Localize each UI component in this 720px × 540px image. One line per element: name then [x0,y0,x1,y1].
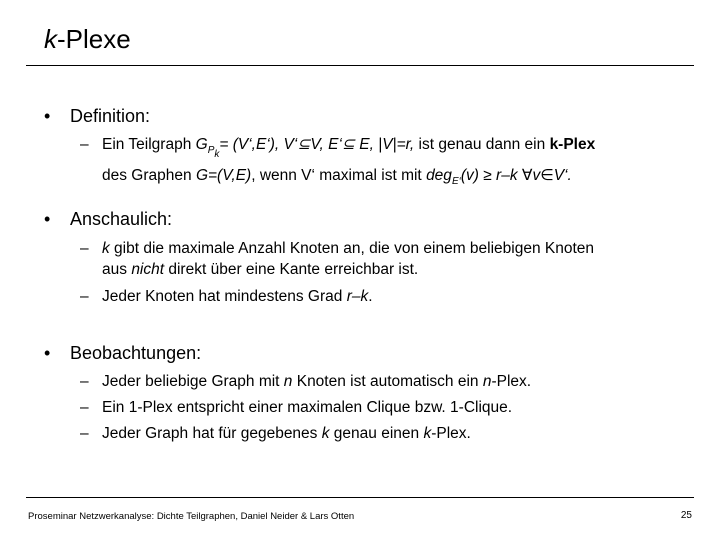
title-k: k [44,24,57,54]
text-part: nicht [131,261,165,278]
text-part: genau einen [329,425,424,442]
dash: – [80,373,89,390]
bullet-dot: • [44,106,51,126]
text-part: Jeder beliebige Graph mit [102,373,284,390]
text-part: Knoten ist automatisch ein [292,373,483,390]
text-part: V‘. [553,167,572,184]
text-part: v [532,167,541,184]
text-part: , wenn V‘ maximal ist mit [251,167,427,184]
text-part: aus [102,261,132,278]
text-part: k [321,425,330,442]
subset-symbol: ⊆ [341,136,355,153]
text-part: Ein 1-Plex entspricht einer maximalen Clique bzw. 1-Clique. [102,399,513,416]
text-part: Ein Teilgraph [102,136,196,153]
bullet-dot: • [44,209,51,229]
text-part: ist genau dann ein [414,136,550,153]
footer-divider [26,497,694,498]
definition-text [102,134,692,192]
text-part: direkt über eine Kante erreichbar ist. [164,261,419,278]
element-symbol: ∈ [540,167,554,184]
forall-symbol: ∀ [521,167,533,184]
text-part: . [368,288,373,305]
text-part: (v) ≥ r–k [460,167,522,184]
text-part: deg [426,167,452,184]
subset-symbol: ⊆ [297,136,311,153]
text-part: n [283,373,293,390]
text-part: G [195,136,208,153]
item-text [102,286,692,307]
slide-title [44,24,131,55]
text-part: V, E‘ [310,136,342,153]
text-part: P [207,145,215,156]
bullet-label: Definition: [70,106,151,126]
text-part: k [102,240,110,257]
dash: – [80,399,89,416]
dash: – [80,288,89,305]
text-part: gibt die maximale Anzahl Knoten an, die von einem beliebigen Knoten [109,240,595,257]
page-number: 25 [680,510,692,521]
text-part: -Plex. [431,425,471,442]
bullet-label: Beobachtungen: [70,343,202,363]
item-text [102,397,692,418]
text-part: E, |V|=r, [354,136,415,153]
text-part: Jeder Graph hat für gegebenes [102,425,322,442]
text-part: G=(V,E) [195,167,252,184]
title-rest: -Plexe [57,24,131,54]
text-part: -Plex. [491,373,532,390]
text-part: = (V‘,E‘), V‘ [219,136,298,153]
text-part: k [423,425,432,442]
bullet-dot: • [44,343,51,363]
text-part: des Graphen [102,167,196,184]
dash: – [80,425,89,442]
item-text [102,238,692,280]
footer-text: Proseminar Netzwerkanalyse: Dichte Teilgraphen, Daniel Neider & Lars Otten [28,511,355,522]
text-part: k [214,149,220,160]
item-text [102,371,692,392]
dash: – [80,136,89,153]
dash: – [80,240,89,257]
text-part: Jeder Knoten hat mindestens Grad [102,288,347,305]
item-text [102,423,692,444]
text-part: n [482,373,492,390]
text-part: E‘ [451,176,461,187]
k-plex-term: k-Plex [549,136,596,153]
text-part: r–k [346,288,369,305]
title-divider [26,65,694,66]
bullet-label: Anschaulich: [70,209,173,229]
